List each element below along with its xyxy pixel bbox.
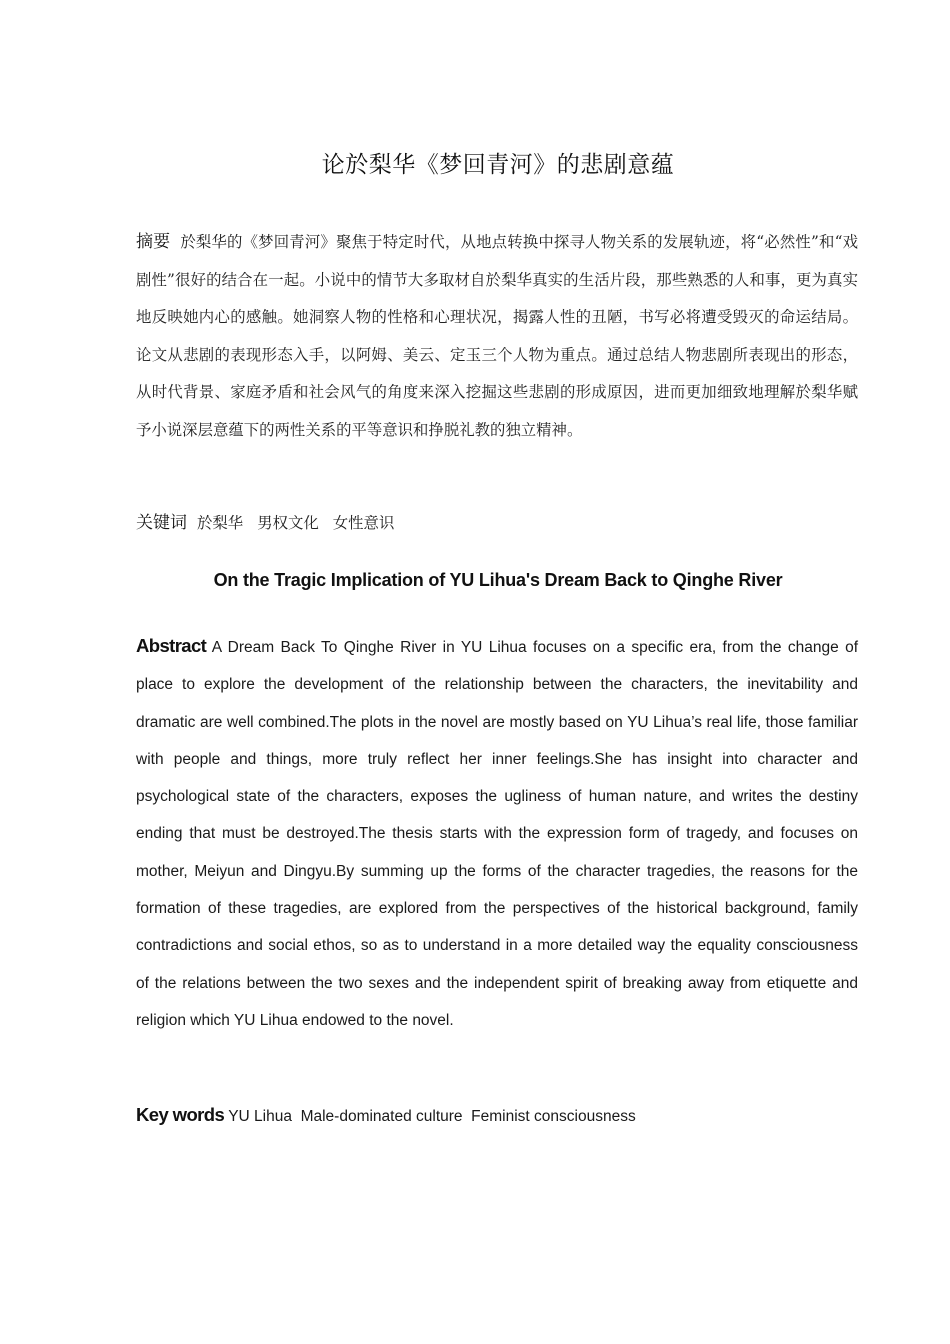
chinese-title: 论於梨华《梦回青河》的悲剧意蕴 <box>321 152 675 178</box>
chinese-keywords-label: 关键词 <box>136 513 187 533</box>
chinese-abstract-text: 於梨华的《梦回青河》聚焦于特定时代，从地点转换中探寻人物关系的发展轨迹，将“必然性”和“戏剧性”很好的结合在一起。小说中的情节大多取材自於梨华真实的生活片段，那些熟悉的人和事，更为真实地反映她内心的感触。她洞察人物的性格和心理状况，揭露人性的丑陋，书写必将遭受毁灭的命运结局。论文从悲剧的表现形态入手，以阿姆、美云、定玉三个人物为重点。通过总结人物悲剧所表现出的形态，从时代背景、家庭矛盾和社会风气的角度来深入挖掘这些悲剧的形成原因，进而更加细致地理解於梨华赋予小说深层意蕴下的两性关系的平等意识和挣脱礼教的独立精神。 <box>136 233 859 439</box>
english-keywords-text: YU Lihua Male-dominated culture Feminist consciousness <box>224 1108 636 1125</box>
chinese-abstract-label: 摘要 <box>136 232 171 252</box>
chinese-abstract <box>136 224 858 449</box>
english-abstract <box>136 627 858 1039</box>
english-keywords-label: Key words <box>136 1104 225 1125</box>
english-abstract-label: Abstract <box>136 635 207 656</box>
english-abstract-text: A Dream Back To Qinghe River in YU Lihua focuses on a specific era, from the change of place to explore the development of the relationship between the characters, the inevitability and dramatic are well combined.The plots in the novel are mostly based on YU Lihua’s real life, those familiar with people and things, more truly reflect her inner feelings.She has insight into character and psychological state of the characters, exposes the ugliness of human nature, and writes the destiny ending that must be destroyed.The thesis starts with the expression form of tragedy, and focuses on mother, Meiyun and Dingyu.By summing up the forms of the character tragedies, the reasons for the formation of these tragedies, are explored from the perspectives of the historical background, family contradictions and social ethos, so as to understand in a more detailed way the equality consciousness of the relations between the two sexes and the independent spirit of breaking away from etiquette and religion which YU Lihua endowed to the novel. <box>136 639 858 1029</box>
chinese-keywords <box>136 508 858 538</box>
english-title: On the Tragic Implication of YU Lihua's Dream Back to Qinghe River <box>213 570 783 590</box>
chinese-keyword: 男权文化 <box>257 514 319 532</box>
chinese-keyword: 女性意识 <box>332 514 395 532</box>
chinese-keyword: 於梨华 <box>197 514 244 532</box>
english-keywords <box>136 1100 858 1132</box>
